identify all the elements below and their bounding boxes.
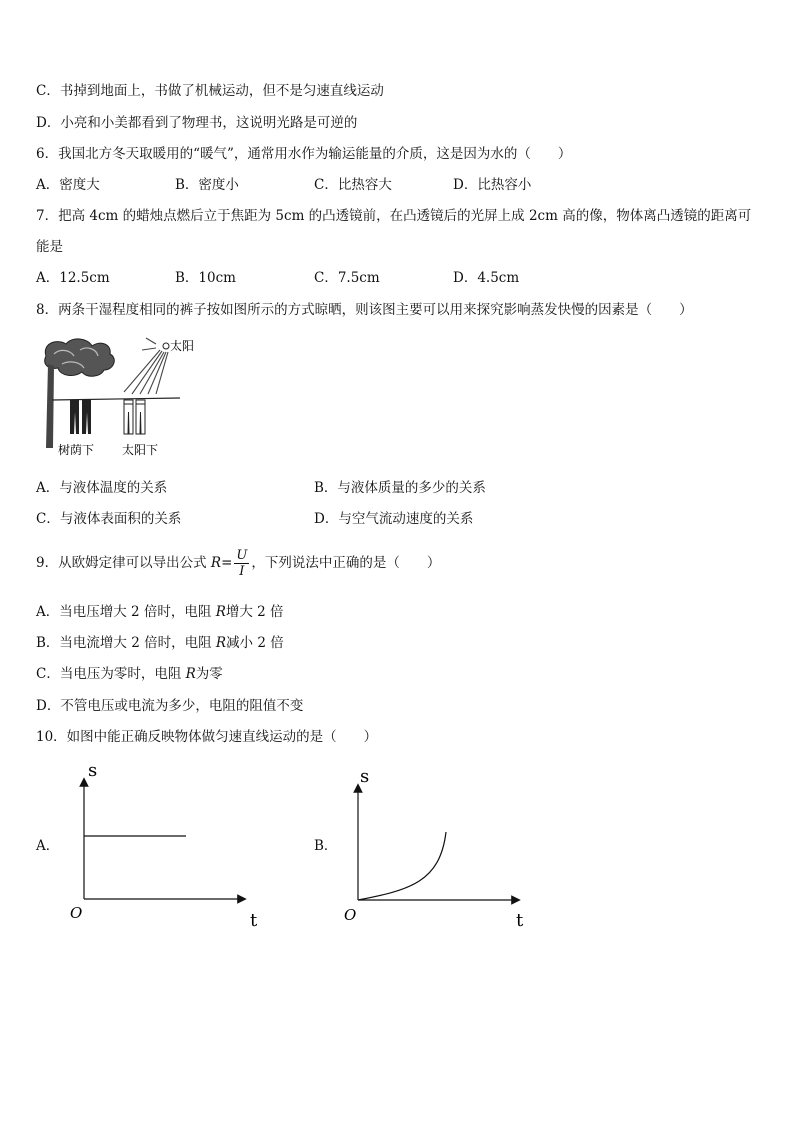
sun-under-label: 太阳下 (122, 443, 159, 457)
shade-label: 树荫下 (58, 443, 95, 457)
graph-b-curve (358, 832, 446, 900)
q8-option-c: C．与液体表面积的关系 (36, 511, 182, 527)
q8-option-b: B．与液体质量的多少的关系 (314, 480, 486, 496)
q6-option-c: C．比热容大 (314, 177, 392, 193)
q9-numerator: U (236, 548, 248, 563)
pants-in-shade (70, 400, 91, 434)
question-7-line2: 能是 (36, 239, 63, 255)
q8-option-d: D．与空气流动速度的关系 (314, 511, 474, 527)
question-7-line1: 7．把高 4cm 的蜡烛点燃后立于焦距为 5cm 的凸透镜前，在凸透镜后的光屏上成 2cm 高的像，物体离凸透镜的距离可 (36, 208, 752, 224)
q7-option-b: B．10cm (175, 270, 236, 286)
q9-option-a (36, 602, 284, 622)
question-10: 10．如图中能正确反映物体做匀速直线运动的是（ ） (36, 729, 378, 745)
graph-b-origin: O (344, 906, 357, 924)
q9-denominator: I (239, 564, 245, 579)
pants-in-sun (124, 400, 145, 434)
q9-prefix: 9．从欧姆定律可以导出公式 (36, 555, 211, 571)
q9-a-pre: A．当电压增大 2 倍时，电阻 (36, 604, 216, 620)
q9-c-pre: C．当电压为零时，电阻 (36, 666, 186, 682)
graph-b-label: B． (314, 838, 338, 854)
sun-rays (124, 338, 168, 394)
drying-figure (40, 336, 195, 460)
q9-b-post: 减小 2 倍 (226, 635, 284, 651)
option-d-text: D．小亮和小美都看到了物理书，这说明光路是可逆的 (36, 115, 358, 131)
q9-a-r: R (215, 604, 226, 620)
graph-a-label: A． (36, 838, 60, 854)
q7-option-d: D．4.5cm (453, 270, 520, 286)
graph-a-y-label: s (88, 760, 98, 781)
q9-c-post: 为零 (195, 666, 223, 682)
question-8: 8．两条干湿程度相同的裤子按如图所示的方式晾晒，则该图主要可以用来探究影响蒸发快慢的因素是（ ） (36, 302, 693, 318)
q7-option-a: A．12.5cm (36, 270, 110, 286)
graph-a-x-label: t (250, 910, 258, 931)
q9-option-d: D．不管电压或电流为多少，电阻的阻值不变 (36, 698, 304, 714)
q9-suffix: ，下列说法中正确的是（ ） (251, 555, 441, 571)
graph-b (340, 764, 540, 934)
q9-b-r: R (215, 635, 227, 651)
q9-equals: = (221, 555, 233, 571)
sun-label: 太阳 (170, 339, 195, 353)
q9-a-post: 增大 2 倍 (225, 604, 284, 620)
graph-b-y-label: s (360, 766, 370, 787)
q9-option-c (36, 664, 223, 684)
graph-a (64, 756, 274, 934)
graph-a-origin: O (70, 904, 83, 922)
q7-option-c: C．7.5cm (314, 270, 380, 286)
option-c-text: C．书掉到地面上，书做了机械运动，但不是匀速直线运动 (36, 83, 384, 99)
q9-option-b (36, 633, 284, 653)
q8-option-a: A．与液体温度的关系 (36, 480, 168, 496)
graph-b-x-label: t (516, 910, 524, 931)
question-6: 6．我国北方冬天取暖用的“暖气”，通常用水作为输运能量的介质，这是因为水的（ ） (36, 146, 572, 162)
q6-option-a: A．密度大 (36, 177, 100, 193)
question-9 (36, 546, 440, 580)
q9-b-pre: B．当电流增大 2 倍时，电阻 (36, 635, 216, 651)
q9-c-r: R (185, 666, 196, 682)
q9-fraction (234, 548, 249, 579)
q6-option-d: D．比热容小 (453, 177, 532, 193)
q6-option-b: B．密度小 (175, 177, 239, 193)
q9-r-symbol: R (210, 555, 222, 571)
